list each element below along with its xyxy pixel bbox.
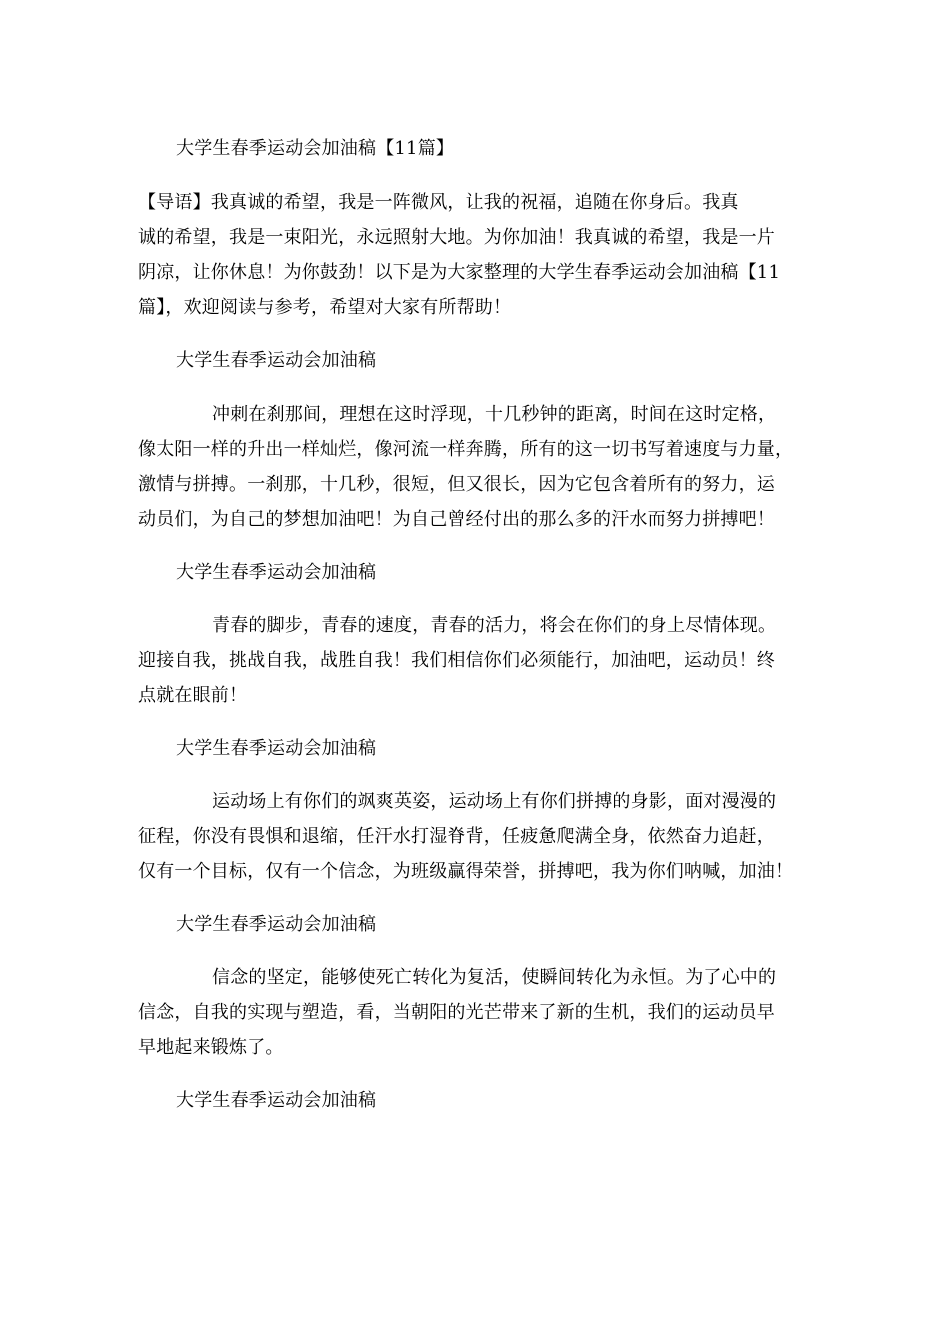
section-heading: 大学生春季运动会加油稿 [176,350,377,371]
paragraph-line: 信念，自我的实现与塑造，看，当朝阳的光芒带来了新的生机，我们的运动员早 [138,1002,775,1023]
paragraph-line: 冲刺在刹那间，理想在这时浮现，十几秒钟的距离，时间在这时定格， [212,404,777,425]
intro-line: 篇】，欢迎阅读与参考，希望对大家有所帮助！ [138,297,512,318]
intro-line: 阴凉，让你休息！为你鼓劲！以下是为大家整理的大学生春季运动会加油稿【11 [138,262,781,283]
section-heading: 大学生春季运动会加油稿 [176,914,377,935]
paragraph-line: 激情与拼搏。一刹那，十几秒，很短，但又很长，因为它包含着所有的努力，运 [138,474,775,495]
section-heading: 大学生春季运动会加油稿 [176,738,377,759]
paragraph-line: 点就在眼前！ [138,685,248,706]
paragraph-line: 青春的脚步，青春的速度，青春的活力，将会在你们的身上尽情体现。 [212,615,777,636]
intro-line: 【导语】我真诚的希望，我是一阵微风，让我的祝福，追随在你身后。我真 [138,192,739,213]
paragraph-line: 像太阳一样的升出一样灿烂，像河流一样奔腾，所有的这一切书写着速度与力量， [138,439,794,460]
document-title: 大学生春季运动会加油稿【11篇】 [176,138,455,159]
paragraph-line: 运动场上有你们的飒爽英姿，运动场上有你们拼搏的身影，面对漫漫的 [212,791,777,812]
paragraph-line: 迎接自我，挑战自我，战胜自我！我们相信你们必须能行，加油吧，运动员！终 [138,650,775,671]
paragraph-line: 信念的坚定，能够使死亡转化为复活，使瞬间转化为永恒。为了心中的 [212,967,777,988]
paragraph-line: 动员们，为自己的梦想加油吧！为自己曾经付出的那么多的汗水而努力拼搏吧！ [138,509,775,530]
paragraph-line: 仅有一个目标，仅有一个信念，为班级赢得荣誉，拼搏吧，我为你们呐喊，加油！ [138,861,794,882]
paragraph-line: 早地起来锻炼了。 [138,1037,284,1058]
section-heading: 大学生春季运动会加油稿 [176,1090,377,1111]
intro-line: 诚的希望，我是一束阳光，永远照射大地。为你加油！我真诚的希望，我是一片 [138,227,775,248]
paragraph-line: 征程，你没有畏惧和退缩，任汗水打湿脊背，任疲惫爬满全身，依然奋力追赶， [138,826,775,847]
section-heading: 大学生春季运动会加油稿 [176,562,377,583]
